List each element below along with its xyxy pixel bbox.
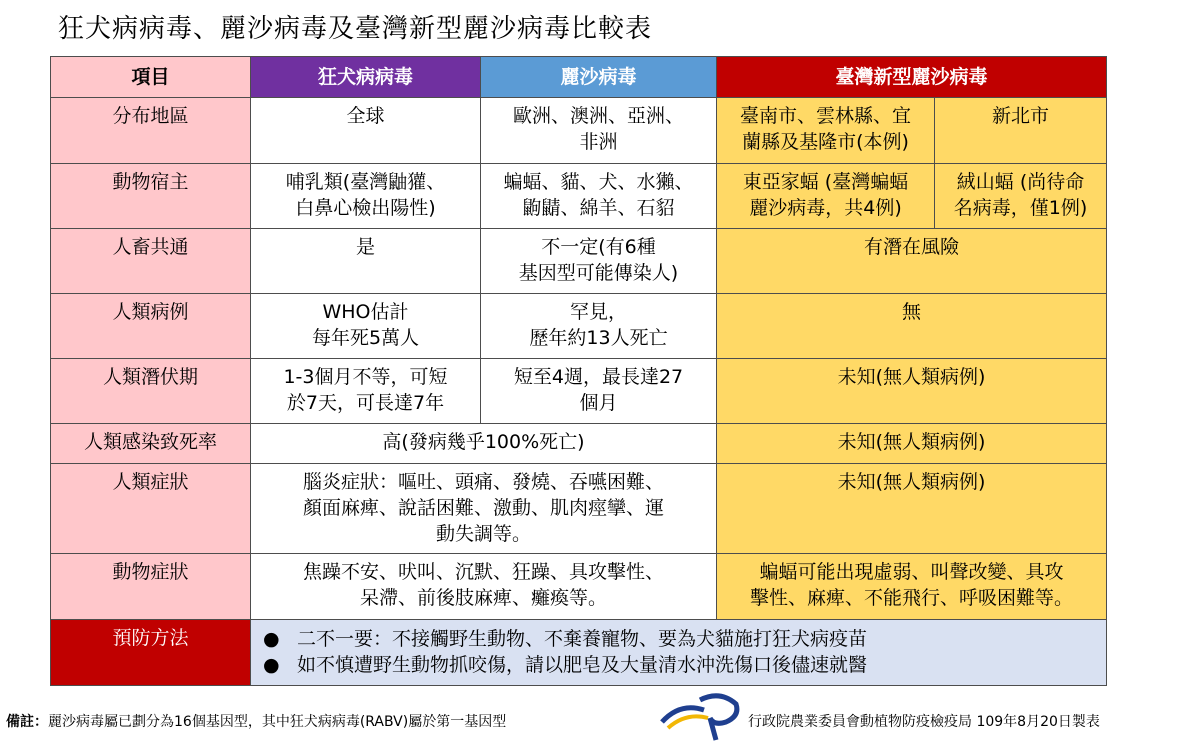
cell-taiwan-b: 新北市 <box>935 98 1107 164</box>
cell-rabies-lyssavirus: 腦炎症狀：嘔吐、頭痛、發燒、吞嚥困難、 顏面麻痺、說話困難、激動、肌肉痙攣、運 動失調等。 <box>251 464 717 554</box>
cell-rabies: 1-3個月不等，可短 於7天，可長達7年 <box>251 359 481 424</box>
cell-taiwan: 無 <box>717 294 1107 359</box>
row-label: 人畜共通 <box>51 229 251 294</box>
row-prevention <box>51 620 1107 686</box>
cell-taiwan: 未知(無人類病例) <box>717 424 1107 464</box>
row-label: 人類潛伏期 <box>51 359 251 424</box>
footnote: 備註：麗沙病毒屬已劃分為16個基因型，其中狂犬病病毒(RABV)屬於第一基因型 <box>6 714 507 730</box>
cell-prevention <box>251 620 1107 686</box>
header-rabies: 狂犬病病毒 <box>251 57 481 98</box>
row-incubation <box>51 359 1107 424</box>
bullet-icon: ● <box>263 654 280 676</box>
row-host <box>51 164 1107 229</box>
row-label: 預防方法 <box>51 620 251 686</box>
cell-taiwan: 蝙蝠可能出現虛弱、叫聲改變、具攻 擊性、麻痺、不能飛行、呼吸困難等。 <box>717 554 1107 620</box>
header-lyssavirus: 麗沙病毒 <box>481 57 717 98</box>
cell-rabies: WHO估計 每年死5萬人 <box>251 294 481 359</box>
prevention-item: ● 二不一要：不接觸野生動物、不棄養寵物、要為犬貓施打狂犬病疫苗 <box>263 628 868 650</box>
row-distribution <box>51 98 1107 164</box>
cell-taiwan: 未知(無人類病例) <box>717 359 1107 424</box>
bullet-icon: ● <box>263 628 280 650</box>
cell-lyssavirus: 短至4週，最長達27 個月 <box>481 359 717 424</box>
header-row <box>51 57 1107 98</box>
cell-lyssavirus: 不一定(有6種 基因型可能傳染人) <box>481 229 717 294</box>
row-label: 動物宿主 <box>51 164 251 229</box>
row-label: 人類症狀 <box>51 464 251 554</box>
cell-taiwan-a: 臺南市、雲林縣、宜 蘭縣及基隆市(本例) <box>717 98 935 164</box>
cell-taiwan-b: 絨山蝠 (尚待命 名病毒，僅1例) <box>935 164 1107 229</box>
prevention-item: ● 如不慎遭野生動物抓咬傷，請以肥皂及大量清水沖洗傷口後儘速就醫 <box>263 654 868 676</box>
row-label: 人類感染致死率 <box>51 424 251 464</box>
baphiq-logo-icon <box>660 692 748 742</box>
page-title: 狂犬病病毒、麗沙病毒及臺灣新型麗沙病毒比較表 <box>58 14 653 44</box>
row-animal-symptoms <box>51 554 1107 620</box>
row-label: 分布地區 <box>51 98 251 164</box>
cell-lyssavirus: 蝙蝠、貓、犬、水獺、 鼩鼱、綿羊、石貂 <box>481 164 717 229</box>
row-label: 人類病例 <box>51 294 251 359</box>
header-taiwan-lyssavirus: 臺灣新型麗沙病毒 <box>717 57 1107 98</box>
header-item: 項目 <box>51 57 251 98</box>
cell-rabies-lyssavirus: 高(發病幾乎100%死亡) <box>251 424 717 464</box>
row-human-symptoms <box>51 464 1107 554</box>
cell-rabies: 是 <box>251 229 481 294</box>
cell-lyssavirus: 罕見， 歷年約13人死亡 <box>481 294 717 359</box>
row-zoonosis <box>51 229 1107 294</box>
cell-rabies: 全球 <box>251 98 481 164</box>
row-human-cases <box>51 294 1107 359</box>
comparison-table <box>50 56 1107 686</box>
row-fatality <box>51 424 1107 464</box>
cell-taiwan: 未知(無人類病例) <box>717 464 1107 554</box>
footer-credit: 行政院農業委員會動植物防疫檢疫局 109年8月20日製表 <box>748 714 1100 730</box>
cell-rabies: 哺乳類(臺灣鼬獾、 白鼻心檢出陽性) <box>251 164 481 229</box>
cell-rabies-lyssavirus: 焦躁不安、吠叫、沉默、狂躁、具攻擊性、 呆滯、前後肢麻痺、癱瘓等。 <box>251 554 717 620</box>
cell-taiwan: 有潛在風險 <box>717 229 1107 294</box>
cell-taiwan-a: 東亞家蝠 (臺灣蝙蝠 麗沙病毒，共4例) <box>717 164 935 229</box>
row-label: 動物症狀 <box>51 554 251 620</box>
cell-lyssavirus: 歐洲、澳洲、亞洲、 非洲 <box>481 98 717 164</box>
